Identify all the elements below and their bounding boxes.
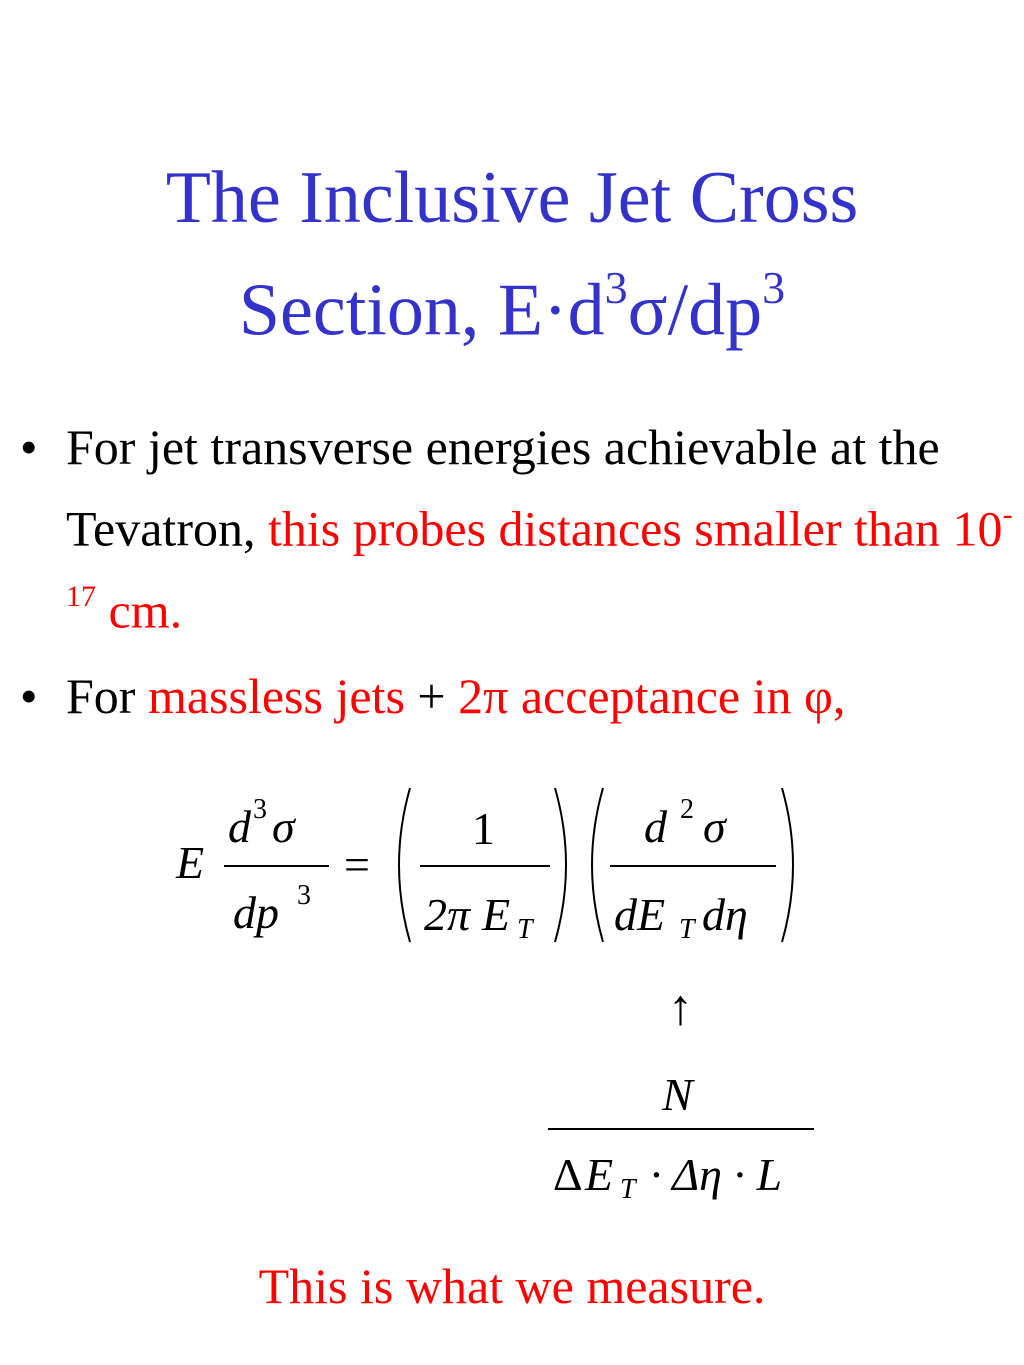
eq-E: E xyxy=(176,837,205,888)
eq-delta-ET-sub: T xyxy=(620,1174,636,1205)
title-sup-1: 3 xyxy=(604,262,628,313)
eq-fraction-line-2 xyxy=(420,865,550,867)
left-paren-2 xyxy=(579,786,605,944)
bullet-marker: • xyxy=(20,668,38,725)
title-line-1: The Inclusive Jet Cross xyxy=(165,157,859,239)
right-paren-1 xyxy=(553,786,579,944)
bullet1-highlight: this probes distances smaller than 10 xyxy=(267,500,1003,557)
eq-equals: = xyxy=(344,839,370,890)
bullet1-exponent: -17 xyxy=(66,498,1013,613)
eq-d2-sup: 2 xyxy=(680,794,694,825)
bullet-list xyxy=(20,412,1020,747)
up-arrow-icon: ↑ xyxy=(668,979,693,1035)
eq-delta-ET: E xyxy=(585,1149,614,1200)
title-line-2 xyxy=(0,246,1024,359)
eq-ET-sub: T xyxy=(517,914,533,945)
eq-fraction-line-4 xyxy=(548,1128,814,1130)
bullet1-unit: cm. xyxy=(96,582,183,639)
title-sup-2: 3 xyxy=(762,262,786,313)
eq-d-eta: dη xyxy=(702,889,748,940)
eq-dE-sub: T xyxy=(679,914,695,945)
eq-numerator-sup: 3 xyxy=(253,794,267,825)
bullet1-text: For jet transverse energies achievable at the Tevatron, xyxy=(66,419,940,557)
bullet2-acceptance: 2π acceptance in φ, xyxy=(458,668,846,725)
right-paren-2 xyxy=(780,786,806,944)
bottom-note: This is what we measure. xyxy=(258,1258,766,1314)
eq-d2-sigma: σ xyxy=(703,801,726,852)
bullet2-plus: + xyxy=(404,668,459,725)
title-text-a: Section, E·d xyxy=(238,269,605,352)
eq-numerator-d: d xyxy=(228,801,251,852)
eq-d2: d xyxy=(644,801,667,852)
eq-one: 1 xyxy=(472,803,495,854)
bullet-item-2 xyxy=(20,661,1020,732)
bullet-item-1 xyxy=(20,412,1020,646)
eq-delta: Δ xyxy=(553,1149,583,1200)
eq-N: N xyxy=(662,1069,693,1120)
eq-delta-eta-L: · Δη · L xyxy=(650,1149,783,1200)
eq-fraction-line-3 xyxy=(610,865,776,867)
eq-denominator-dp: dp xyxy=(233,887,279,938)
bullet-marker: • xyxy=(20,419,38,475)
bullet2-for: For xyxy=(66,668,148,725)
bullet2-massless: massless jets xyxy=(147,668,405,725)
eq-ET: E xyxy=(482,889,511,940)
eq-two-pi: 2π xyxy=(424,889,471,940)
eq-denominator-sup: 3 xyxy=(297,880,311,911)
slide-title xyxy=(0,150,1024,359)
left-paren-1 xyxy=(386,786,412,944)
eq-dE: dE xyxy=(614,889,666,940)
eq-fraction-line-1 xyxy=(224,865,329,867)
title-text-b: σ/dp xyxy=(627,269,763,352)
eq-numerator-sigma: σ xyxy=(272,801,295,852)
